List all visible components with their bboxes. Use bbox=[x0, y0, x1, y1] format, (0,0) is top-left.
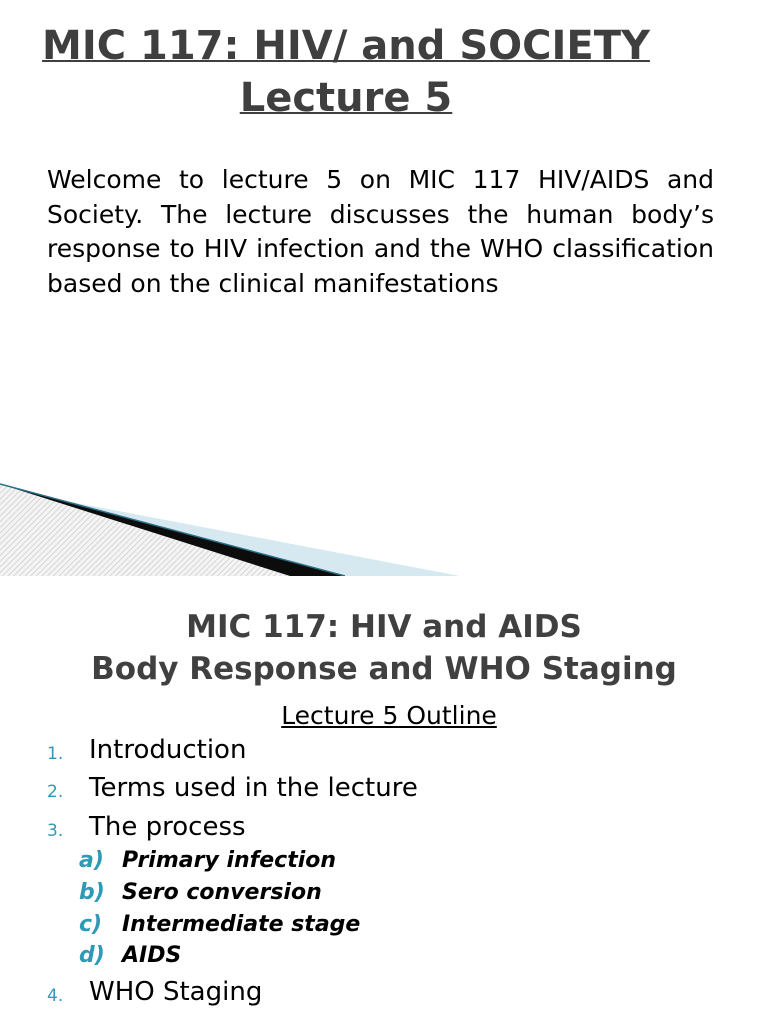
sub-list-letter: a) bbox=[79, 848, 104, 873]
list-label: The process bbox=[89, 812, 246, 842]
sub-list-letter: b) bbox=[79, 880, 105, 905]
sub-list-label: Sero conversion bbox=[122, 880, 322, 905]
slide-1-title-line-1: MIC 117: HIV/ and SOCIETY bbox=[42, 23, 650, 69]
list-label: Terms used in the lecture bbox=[89, 773, 418, 803]
slide-2-title-line-1: MIC 117: HIV and AIDS bbox=[186, 609, 582, 645]
intro-paragraph: Welcome to lecture 5 on MIC 117 HIV/AIDS and Society. The lecture discusses the human body’s response to HIV infection and the WHO classification based on the clinical manifestations bbox=[47, 165, 714, 298]
list-label: WHO Staging bbox=[89, 977, 263, 1007]
decorative-wedge bbox=[0, 476, 768, 576]
list-label: Introduction bbox=[89, 735, 247, 765]
slide-2-title-line-2: Body Response and WHO Staging bbox=[91, 651, 677, 687]
slide-1-title bbox=[0, 20, 692, 124]
sub-list-letter: c) bbox=[79, 912, 103, 937]
sub-list-label: Primary infection bbox=[122, 848, 337, 873]
slide-2-title bbox=[0, 606, 768, 690]
sub-list-label: AIDS bbox=[122, 943, 182, 968]
list-number: 2. bbox=[47, 782, 64, 802]
outline-heading: Lecture 5 Outline bbox=[281, 701, 497, 730]
sub-list-label: Intermediate stage bbox=[122, 912, 361, 937]
list-number: 3. bbox=[47, 821, 64, 841]
list-number: 4. bbox=[47, 986, 64, 1006]
slide-1-title-line-2: Lecture 5 bbox=[239, 75, 453, 121]
list-number: 1. bbox=[47, 744, 64, 764]
sub-list-letter: d) bbox=[79, 943, 105, 968]
